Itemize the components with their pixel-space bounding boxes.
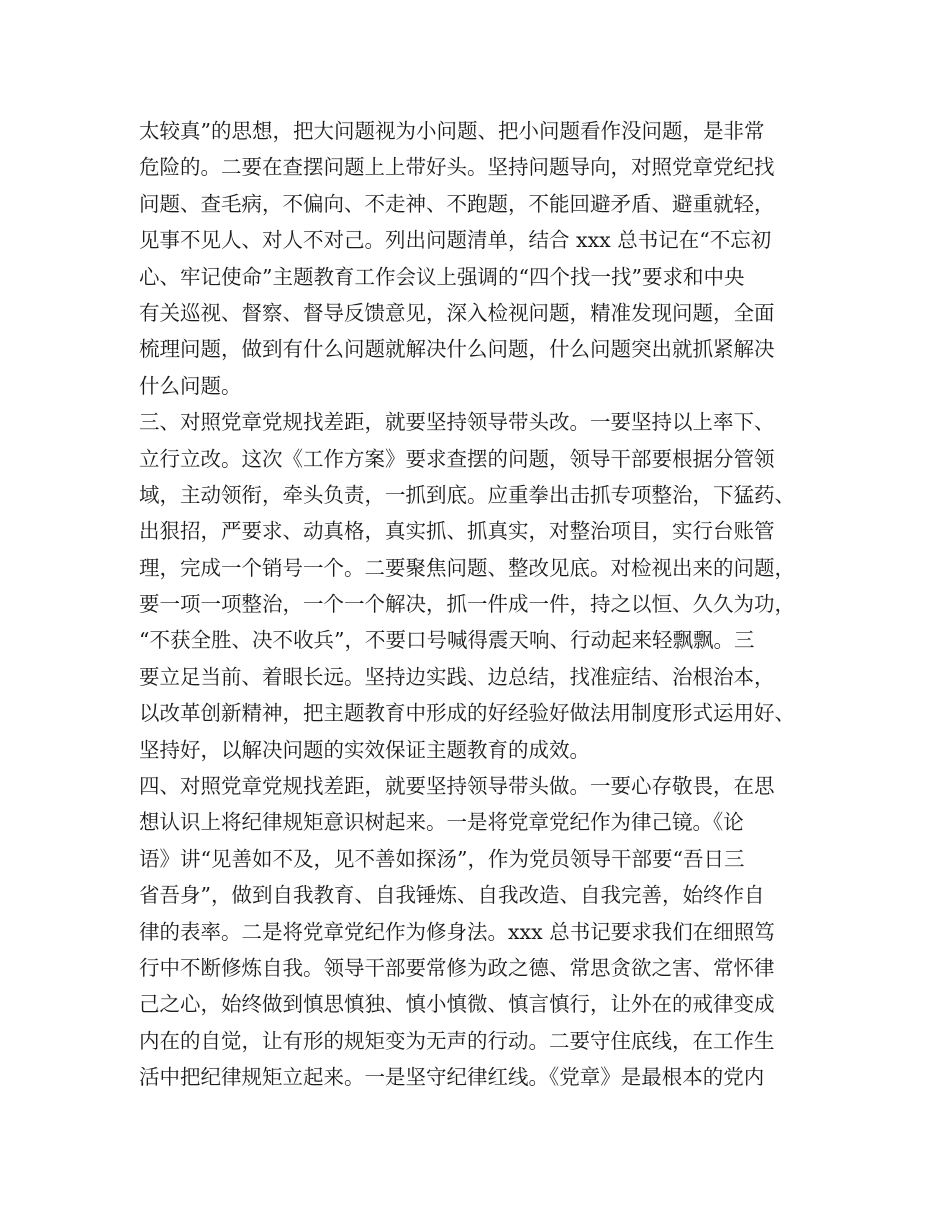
- text-line: 内在的自觉，让有形的规矩变为无声的行动。二要守住底线，在工作生: [139, 1028, 775, 1053]
- text-line: 域，主动领衔，牵头负责，一抓到底。应重拳出击抓专项整治，下猛药、: [139, 482, 795, 507]
- text-line: 梳理问题，做到有什么问题就解决什么问题，什么问题突出就抓紧解决: [139, 337, 775, 362]
- text-line: 己之心，始终做到慎思慎独、慎小慎微、慎言慎行，让外在的戒律变成: [139, 992, 775, 1017]
- section-heading-line: 三、对照党章党规找差距，就要坚持领导带头改。一要坚持以上率下、: [139, 410, 775, 435]
- text-line: 心、牢记使命”主题教育工作会议上强调的“四个找一找”要求和中央: [139, 264, 745, 289]
- text-line: 立行立改。这次《工作方案》要求查摆的问题，领导干部要根据分管领: [139, 446, 775, 471]
- text-line: 太较真”的思想，把大问题视为小问题、把小问题看作没问题，是非常: [139, 119, 765, 143]
- text-line: “不获全胜、决不收兵”，不要口号喊得震天响、行动起来轻飘飘。三: [139, 628, 755, 653]
- text-line: 问题、查毛病，不偏向、不走神、不跑题，不能回避矛盾、避重就轻，: [139, 191, 775, 216]
- text-line: 行中不断修炼自我。领导干部要常修为政之德、常思贪欲之害、常怀律: [139, 955, 775, 980]
- text-line: 省吾身”，做到自我教育、自我锤炼、自我改造、自我完善，始终作自: [139, 883, 765, 908]
- text-line: 想认识上将纪律规矩意识树起来。一是将党章党纪作为律己镜。《论: [139, 810, 744, 835]
- text-line: 有关巡视、督察、督导反馈意见，深入检视问题，精准发现问题，全面: [139, 300, 775, 325]
- text-line: 要立足当前、着眼长远。坚持边实践、边总结，找准症结、治根治本，: [139, 664, 775, 689]
- text-line: 要一项一项整治，一个一个解决，抓一件成一件，持之以恒、久久为功，: [139, 592, 795, 617]
- body-text: [139, 113, 829, 1096]
- text-line: 见事不见人、对人不对己。列出问题清单，结合 xxx 总书记在“不忘初: [139, 228, 772, 253]
- text-line: 活中把纪律规矩立起来。一是坚守纪律红线。《党章》是最根本的党内: [139, 1065, 765, 1090]
- text-line: 理，完成一个销号一个。二要聚焦问题、整改见底。对检视出来的问题，: [139, 555, 795, 580]
- text-line: 律的表率。二是将党章党纪作为修身法。xxx 总书记要求我们在细照笃: [139, 919, 775, 944]
- text-line: 坚持好，以解决问题的实效保证主题教育的成效。: [139, 737, 590, 762]
- text-line: 什么问题。: [139, 373, 242, 398]
- text-line: 危险的。二要在查摆问题上上带好头。坚持问题导向，对照党章党纪找: [139, 155, 775, 180]
- section-heading-line: 四、对照党章党规找差距，就要坚持领导带头做。一要心存敬畏，在思: [139, 774, 775, 799]
- text-line: 语》讲“见善如不及，见不善如探汤”，作为党员领导干部要“吾日三: [139, 846, 745, 871]
- text-line: 以改革创新精神，把主题教育中形成的好经验好做法用制度形式运用好、: [139, 701, 795, 726]
- text-line: 出狠招，严要求、动真格，真实抓、抓真实，对整治项目，实行台账管: [139, 519, 775, 544]
